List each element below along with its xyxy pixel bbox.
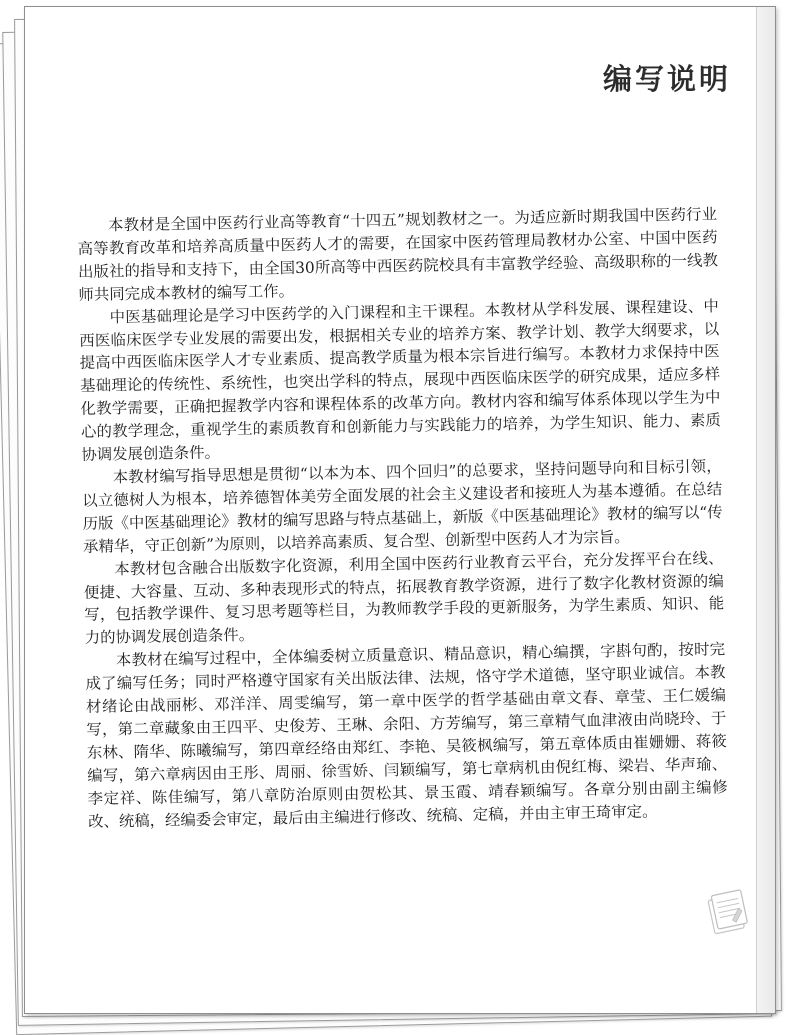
paragraph-1: 本教材是全国中医药行业高等教育“十四五”规划教材之一。为适应新时期我国中医药行业高等教育改革和培养高质量中医药人才的需要，在国家中医药管理局教材办公室、中国中医药出版社的指导和支持下，由全国30所高等中西医药院校具有丰富教学经验、高级职称的一线教师共同完成本教材的编写工作。 — [77, 205, 719, 304]
paragraph-5: 本教材在编写过程中，全体编委树立质量意识、精品意识，精心编撰，字斟句酌，按时完成了编写任务；同时严格遵守国家有关出版法律、法规，恪守学术道德，坚守职业诚信。本教材绪论由战丽彬、邓洋洋、周雯编写，第一章中医学的哲学基础由章文春、章莹、王仁媛编写，第二章藏象由王四平、史俊芳、王琳、余阳、方芳编写，第三章精气血津液由尚晓玲、于东林、隋华、陈曦编写，第四章经络由郑红、李艳、吴筱枫编写，第五章体质由崔姗姗、蒋筱编写，第六章病因由王彤、周丽、徐雪娇、闫颖编写，第七章病机由倪红梅、梁岩、华声瑜、李定祥、陈佳编写，第八章防治原则由贺松其、景玉霞、靖春颖编写。各章分别由副主编修改、统稿，经编委会审定，最后由主编进行修改、统稿、定稿，并由主审王琦审定。 — [85, 640, 728, 831]
paragraph-3: 本教材编写指导思想是贯彻“以本为本、四个回归”的总要求，坚持问题导向和目标引领，以立德树人为根本，培养德智体美劳全面发展的社会主义建设者和接班人为基本遵循。在总结历版《中医基础理论》教材的编写思路与特点基础上，新版《中医基础理论》教材的编写以“传承精华，守正创新”为原则，以培养高素质、复合型、创新型中医药人才为宗旨。 — [82, 457, 723, 556]
paragraph-4: 本教材包含融合出版数字化资源，利用全国中医药行业教育云平台，充分发挥平台在线、便捷、大容量、互动、多种表现形式的特点，拓展教育教学资源，进行了数字化教材资源的编写，包括教学课件、复习思考题等栏目，为教师教学手段的更新服务，为学生素质、知识、能力的协调发展创造条件。 — [83, 548, 725, 648]
document-page — [24, 6, 776, 1014]
body-text — [77, 203, 728, 833]
document-stamp-icon — [701, 887, 753, 939]
page-edge-strip — [756, 7, 775, 1013]
paragraph-2: 中医基础理论是学习中医药学的入门课程和主干课程。本教材从学科发展、课程建设、中西医临床医学专业发展的需要出发，根据相关专业的培养方案、教学计划、教学大纲要求，以提高中西医临床医学人才专业素质、提高教学质量为根本宗旨进行编写。本教材力求保持中医基础理论的传统性、系统性，也突出学科的特点，展现中西医临床医学的研究成果，适应多样化教学需要，正确把握教学内容和课程体系的改革方向。教材内容和编写体系体现以学生为中心的教学理念，重视学生的素质教育和创新能力与实践能力的培养，为学生知识、能力、素质协调发展创造条件。 — [79, 296, 722, 465]
page-title: 编写说明 — [602, 62, 731, 96]
